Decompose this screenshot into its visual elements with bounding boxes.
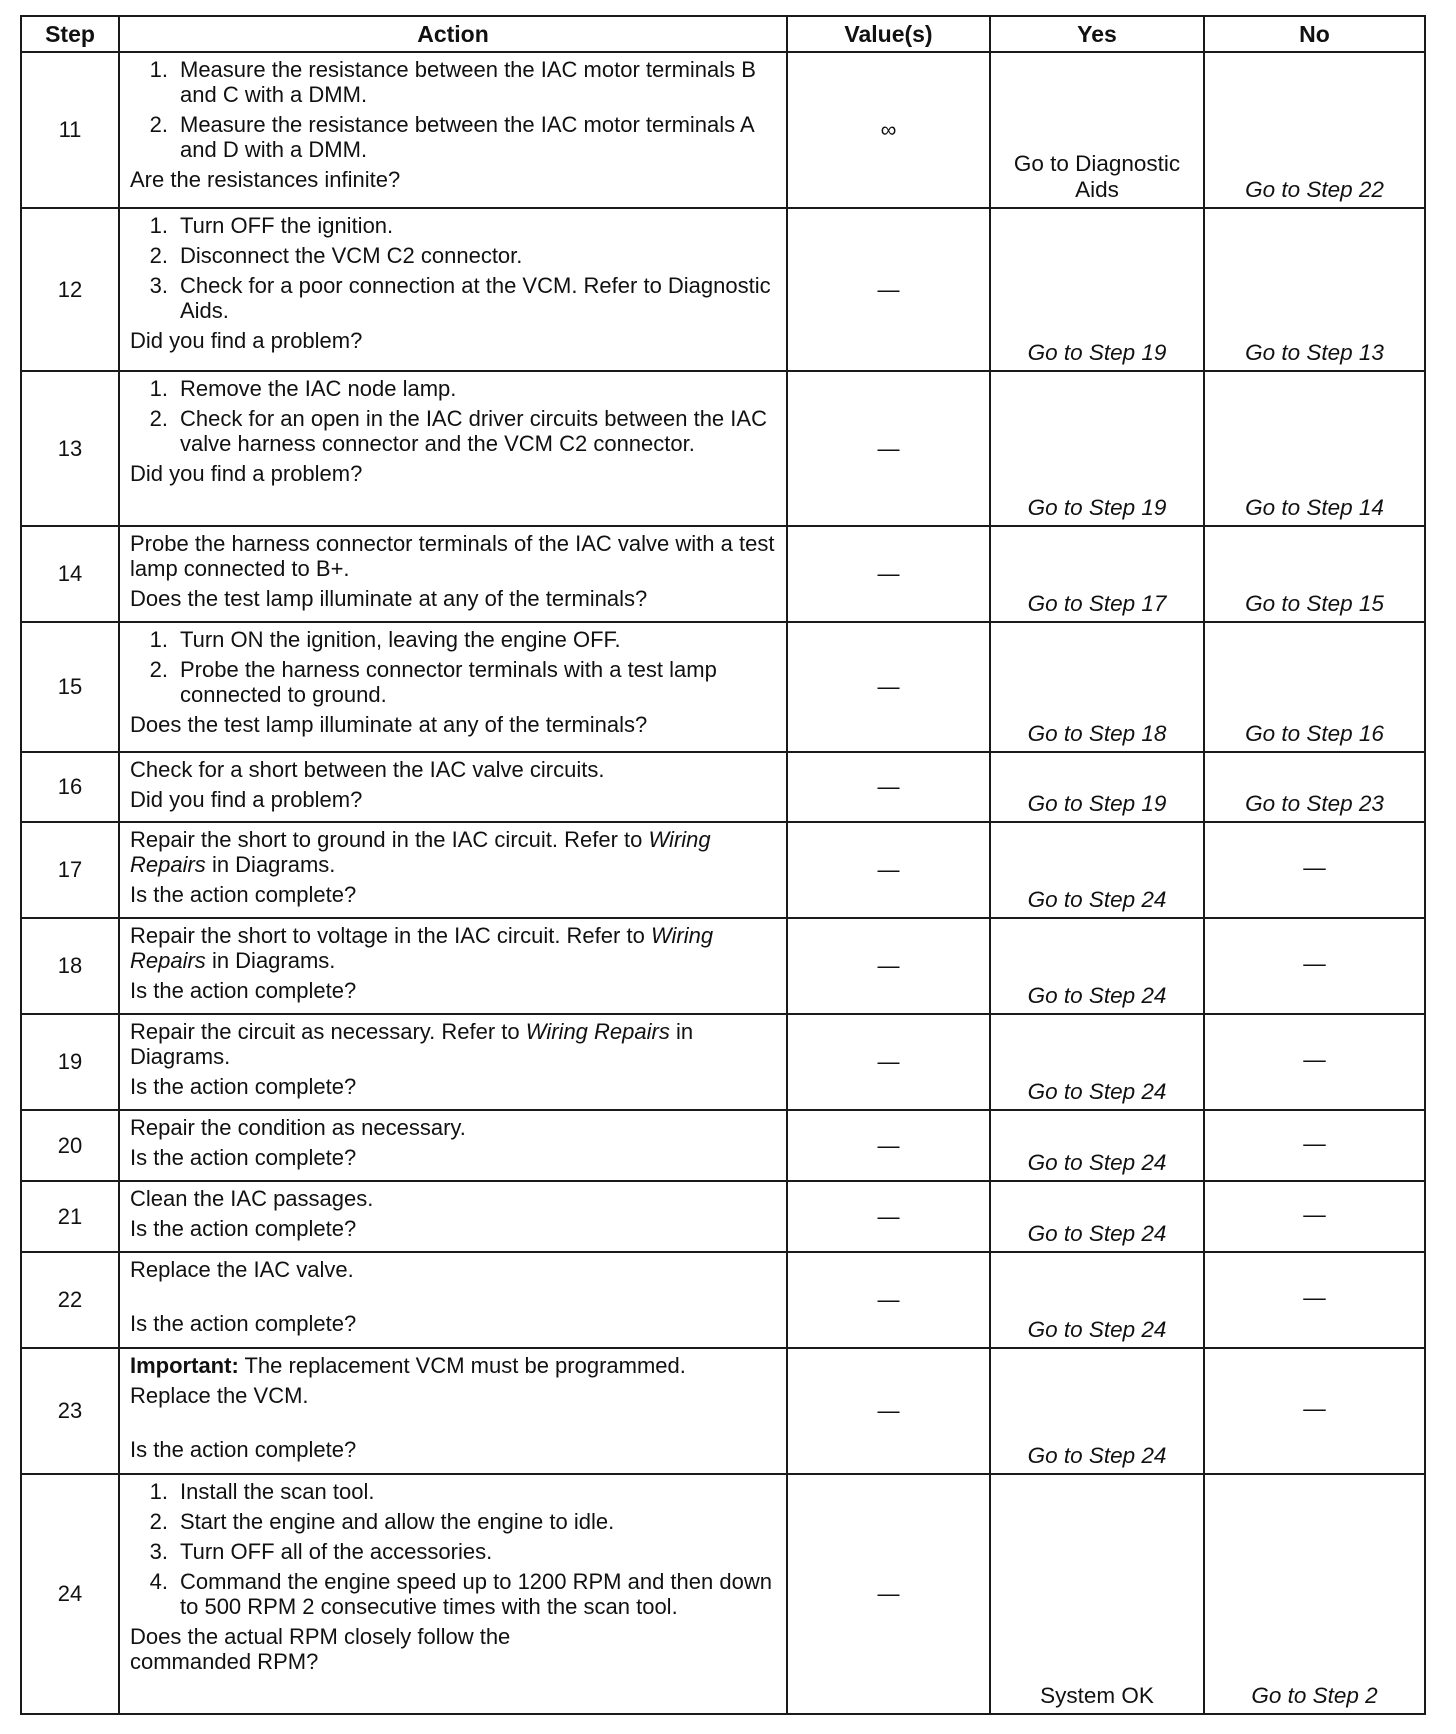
action-list <box>130 627 776 707</box>
value-cell: — <box>787 526 990 622</box>
list-item: 1. Measure the resistance between the IAC motor terminals B and C with a DMM. <box>149 57 756 107</box>
wiring-repairs-reference: Wiring Repairs <box>525 1019 670 1044</box>
action-text: Repair the circuit as necessary. Refer to Wiring Repairs in Diagrams. <box>130 1019 694 1069</box>
action-question: Did you find a problem? <box>130 461 363 486</box>
action-question: Is the action complete? <box>130 882 357 907</box>
list-item: 1. Turn ON the ignition, leaving the engine OFF. <box>149 627 621 652</box>
yes-cell: Go to Step 17 <box>990 526 1204 622</box>
value-cell: — <box>787 1181 990 1252</box>
table-row <box>21 1110 1425 1181</box>
value-cell: — <box>787 822 990 918</box>
action-question: Does the test lamp illuminate at any of the terminals? <box>130 586 648 611</box>
action-cell <box>119 1348 787 1474</box>
action-cell <box>119 1014 787 1110</box>
yes-cell: Go to Step 24 <box>990 822 1204 918</box>
no-cell: Go to Step 13 <box>1204 208 1425 371</box>
yes-cell: Go to Diagnostic Aids <box>990 52 1204 208</box>
action-cell <box>119 622 787 752</box>
action-text: Check for a short between the IAC valve circuits. <box>130 757 605 782</box>
spacer <box>130 1287 776 1311</box>
action-text: Clean the IAC passages. <box>130 1186 374 1211</box>
table-row <box>21 752 1425 822</box>
step-number: 16 <box>21 752 119 822</box>
action-text: Replace the VCM. <box>130 1383 309 1408</box>
header-action: Action <box>119 16 787 52</box>
step-number: 23 <box>21 1348 119 1474</box>
list-item: 1. Turn OFF the ignition. <box>149 213 394 238</box>
action-question: Does the test lamp illuminate at any of the terminals? <box>130 712 648 737</box>
yes-cell: Go to Step 18 <box>990 622 1204 752</box>
action-question: Is the action complete? <box>130 1437 357 1462</box>
table-row <box>21 526 1425 622</box>
yes-cell: Go to Step 19 <box>990 752 1204 822</box>
list-item: 2. Check for an open in the IAC driver circuits between the IAC valve harness connector and the VCM C2 connector. <box>149 406 767 456</box>
no-cell: — <box>1204 1014 1425 1110</box>
no-cell: Go to Step 22 <box>1204 52 1425 208</box>
list-item: 1. Install the scan tool. <box>149 1479 375 1504</box>
action-cell <box>119 822 787 918</box>
action-question: Is the action complete? <box>130 1145 357 1170</box>
table-row <box>21 622 1425 752</box>
no-cell: Go to Step 16 <box>1204 622 1425 752</box>
step-number: 20 <box>21 1110 119 1181</box>
table-row <box>21 1252 1425 1348</box>
action-list <box>130 1479 776 1619</box>
wiring-repairs-reference: Wiring Repairs <box>130 923 714 973</box>
no-cell: — <box>1204 918 1425 1014</box>
list-item: 4. Command the engine speed up to 1200 RPM and then down to 500 RPM 2 consecutive times with the scan tool. <box>149 1569 772 1619</box>
step-number: 21 <box>21 1181 119 1252</box>
list-item: 2. Measure the resistance between the IAC motor terminals A and D with a DMM. <box>149 112 754 162</box>
no-cell: — <box>1204 1181 1425 1252</box>
step-number: 19 <box>21 1014 119 1110</box>
step-number: 17 <box>21 822 119 918</box>
header-values: Value(s) <box>787 16 990 52</box>
no-cell: Go to Step 14 <box>1204 371 1425 526</box>
no-cell: Go to Step 15 <box>1204 526 1425 622</box>
action-cell <box>119 1181 787 1252</box>
spacer <box>130 1413 776 1437</box>
yes-cell: Go to Step 24 <box>990 1348 1204 1474</box>
value-cell: — <box>787 208 990 371</box>
step-number: 13 <box>21 371 119 526</box>
action-question: Is the action complete? <box>130 1074 357 1099</box>
important-label: Important: <box>130 1353 239 1378</box>
diagnostic-table <box>20 15 1426 1715</box>
action-cell <box>119 918 787 1014</box>
value-cell: — <box>787 622 990 752</box>
no-cell: — <box>1204 1110 1425 1181</box>
list-item: 3. Turn OFF all of the accessories. <box>149 1539 493 1564</box>
value-cell: — <box>787 918 990 1014</box>
yes-cell: Go to Step 24 <box>990 1014 1204 1110</box>
action-cell <box>119 526 787 622</box>
list-item: 2. Probe the harness connector terminals with a test lamp connected to ground. <box>149 657 717 707</box>
value-cell: — <box>787 1348 990 1474</box>
table-row <box>21 822 1425 918</box>
action-text: Repair the short to voltage in the IAC circuit. Refer to Wiring Repairs in Diagrams. <box>130 923 714 973</box>
list-item: 3. Check for a poor connection at the VCM. Refer to Diagnostic Aids. <box>149 273 771 323</box>
action-list <box>130 57 776 162</box>
action-cell <box>119 52 787 208</box>
no-cell: — <box>1204 822 1425 918</box>
yes-cell: Go to Step 24 <box>990 1181 1204 1252</box>
action-text: Repair the short to ground in the IAC circuit. Refer to Wiring Repairs in Diagrams. <box>130 827 711 877</box>
action-question: Is the action complete? <box>130 978 357 1003</box>
header-no: No <box>1204 16 1425 52</box>
action-list <box>130 213 776 323</box>
step-number: 14 <box>21 526 119 622</box>
yes-cell: System OK <box>990 1474 1204 1714</box>
no-cell: — <box>1204 1252 1425 1348</box>
important-note: Important: The replacement VCM must be programmed. <box>130 1353 686 1378</box>
value-cell: — <box>787 1014 990 1110</box>
list-item: 1. Remove the IAC node lamp. <box>149 376 457 401</box>
value-cell: — <box>787 1474 990 1714</box>
wiring-repairs-reference: Wiring Repairs <box>130 827 711 877</box>
action-cell <box>119 208 787 371</box>
yes-cell: Go to Step 19 <box>990 371 1204 526</box>
action-cell <box>119 1110 787 1181</box>
value-cell: — <box>787 371 990 526</box>
table-row <box>21 918 1425 1014</box>
table-row <box>21 1474 1425 1714</box>
no-cell: — <box>1204 1348 1425 1474</box>
action-question: Did you find a problem? <box>130 787 363 812</box>
action-text: Probe the harness connector terminals of the IAC valve with a test lamp connected to B+. <box>130 531 775 581</box>
action-text: Replace the IAC valve. <box>130 1257 354 1282</box>
action-cell <box>119 1474 787 1714</box>
action-question: Does the actual RPM closely follow the commanded RPM? <box>130 1624 511 1674</box>
action-question: Are the resistances infinite? <box>130 167 401 192</box>
step-number: 24 <box>21 1474 119 1714</box>
table-row <box>21 1014 1425 1110</box>
table-row <box>21 371 1425 526</box>
table-row <box>21 1181 1425 1252</box>
value-cell: — <box>787 1252 990 1348</box>
value-cell: — <box>787 1110 990 1181</box>
table-header-row <box>21 16 1425 52</box>
yes-cell: Go to Step 24 <box>990 918 1204 1014</box>
yes-cell: Go to Step 24 <box>990 1252 1204 1348</box>
value-cell: ∞ <box>787 52 990 208</box>
action-question: Did you find a problem? <box>130 328 363 353</box>
table-row <box>21 52 1425 208</box>
action-question: Is the action complete? <box>130 1216 357 1241</box>
table-row <box>21 208 1425 371</box>
step-number: 18 <box>21 918 119 1014</box>
yes-cell: Go to Step 24 <box>990 1110 1204 1181</box>
action-text: Repair the condition as necessary. <box>130 1115 466 1140</box>
action-cell <box>119 752 787 822</box>
action-cell <box>119 1252 787 1348</box>
action-question: Is the action complete? <box>130 1311 357 1336</box>
action-cell <box>119 371 787 526</box>
diagnostic-table-page <box>20 15 1424 1715</box>
step-number: 11 <box>21 52 119 208</box>
header-yes: Yes <box>990 16 1204 52</box>
header-step: Step <box>21 16 119 52</box>
action-list <box>130 376 776 456</box>
table-row <box>21 1348 1425 1474</box>
yes-cell: Go to Step 19 <box>990 208 1204 371</box>
value-cell: — <box>787 752 990 822</box>
no-cell: Go to Step 23 <box>1204 752 1425 822</box>
step-number: 22 <box>21 1252 119 1348</box>
no-cell: Go to Step 2 <box>1204 1474 1425 1714</box>
step-number: 15 <box>21 622 119 752</box>
list-item: 2. Disconnect the VCM C2 connector. <box>149 243 523 268</box>
step-number: 12 <box>21 208 119 371</box>
list-item: 2. Start the engine and allow the engine to idle. <box>149 1509 615 1534</box>
